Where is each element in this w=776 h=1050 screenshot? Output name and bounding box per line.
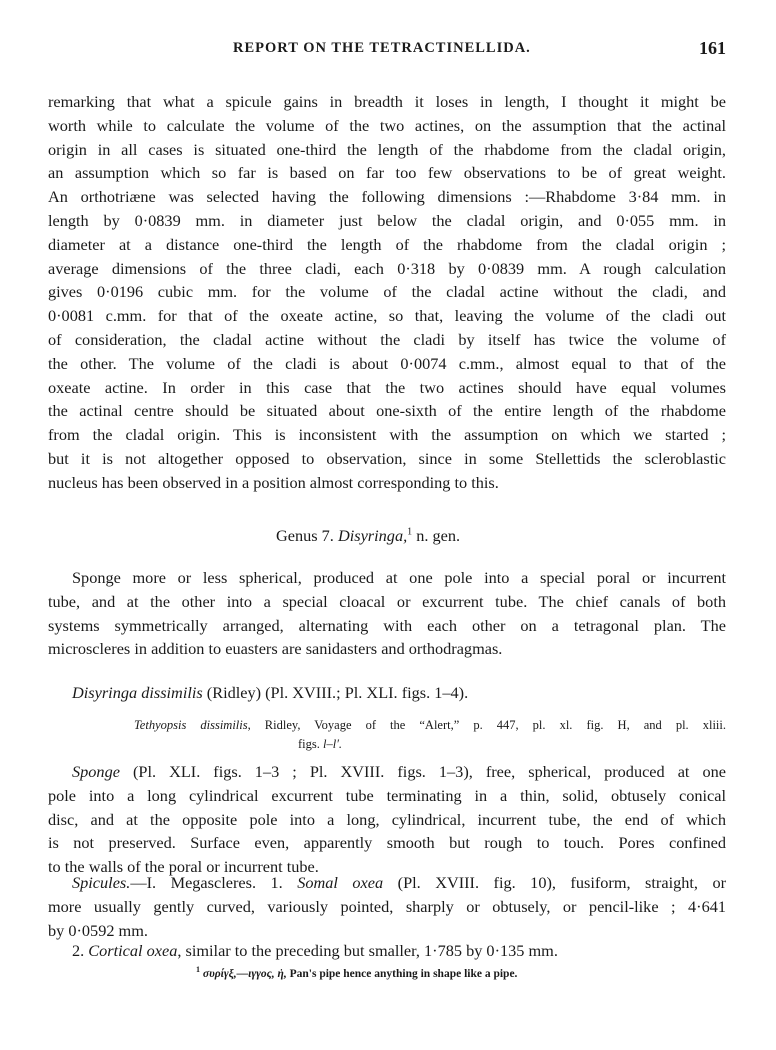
species-heading: [72, 683, 468, 703]
genus-heading: [276, 526, 460, 546]
text-line: to the walls of the poral or incurrent tube.: [48, 857, 319, 877]
running-title: REPORT ON THE TETRACTINELLIDA.: [233, 40, 531, 56]
text-line: of consideration, the cladal actine without the cladi by itself has twice the volume of: [48, 329, 726, 349]
synonym-figs: figs.: [298, 737, 323, 751]
text-line: worth while to calculate the volume of the two actines, on the assumption that the actinal: [48, 115, 726, 135]
species-name: Disyringa dissimilis: [72, 683, 203, 702]
paragraph-spicules: [48, 871, 726, 942]
genus-name: Disyringa,: [337, 526, 408, 545]
text-line: an assumption which so far is based on far too few observations to be of great weight.: [48, 163, 726, 183]
spicules-rest: (Pl. XVIII. fig. 10), fusiform, straight, or: [383, 873, 727, 892]
footnote-text: Pan's pipe hence anything in shape like a pipe.: [286, 967, 518, 980]
text-line: length by 0·0839 mm. in diameter just below the cladal origin, and 0·055 mm. in: [48, 210, 726, 230]
text-line: but it is not altogether opposed to observation, since in some Stellettids the scleroblastic: [48, 448, 726, 468]
footnote-mark: 1: [196, 965, 200, 974]
text-line: disc, and at the opposite pole into a long, cylindrical, incurrent tube, the end of which: [48, 809, 726, 829]
text-line: diameter at a distance one-third the length of the rhabdome from the cladal origin ;: [48, 234, 726, 254]
synonym-figs-italic: l–l′.: [323, 737, 343, 751]
genus-prefix: Genus 7.: [276, 526, 338, 545]
text-line: from the cladal origin. This is inconsistent with the assumption on which we started ;: [48, 425, 726, 445]
text-line: tube, and at the other into a special cloacal or excurrent tube. The chief canals of both: [48, 591, 726, 611]
text-line: average dimensions of the three cladi, each 0·318 by 0·0839 mm. A rough calculation: [48, 258, 726, 278]
footnote-greek: συρίγξ,—ιγγος, ἡ,: [200, 967, 287, 980]
sponge-line-rest: (Pl. XLI. figs. 1–3 ; Pl. XVIII. figs. 1–3), free, spherical, produced at one: [119, 762, 726, 781]
synonymy-reference: [134, 716, 726, 754]
cortical-rest: , similar to the preceding but smaller, 1·785 by 0·135 mm.: [177, 941, 558, 960]
genus-suffix: n. gen.: [412, 526, 461, 545]
cortical-number: 2.: [72, 941, 89, 960]
text-line: [48, 939, 726, 963]
synonym-citation: , Ridley, Voyage of the “Alert,” p. 447, pl. xl. fig. H, and pl. xliii.: [247, 718, 727, 732]
text-line: origin in all cases is situated one-third the length of the rhabdome from the cladal origin,: [48, 139, 726, 159]
synonymy-line: [134, 716, 726, 735]
synonymy-line: [134, 735, 726, 754]
text-line: 0·0081 c.mm. for that of the oxeate actine, so that, leaving the volume of the cladi out: [48, 306, 726, 326]
text-line: remarking that what a spicule gains in breadth it loses in length, I thought it might be: [48, 92, 726, 111]
cortical-oxea-label: Cortical oxea: [88, 941, 178, 960]
text-line: microscleres in addition to euasters are sanidasters and orthodragmas.: [48, 639, 503, 659]
paragraph-cortical-oxea: [48, 939, 726, 963]
text-line: [48, 871, 726, 895]
footnote-reference: 1: [407, 526, 413, 538]
somal-oxea-label: Somal oxea: [297, 873, 384, 892]
footnote: [196, 965, 517, 980]
text-line: An orthotriæne was selected having the following dimensions :—Rhabdome 3·84 mm. in: [48, 187, 726, 207]
text-line: the actinal centre should be situated about one-sixth of the entire length of the rhabdome: [48, 401, 726, 421]
paragraph-sponge: [48, 760, 726, 879]
spicules-label: Spicules.: [72, 873, 131, 892]
text-line: [48, 760, 726, 784]
text-line: more usually gently curved, variously pointed, sharply or obtusely, or pencil-like ; 4·641: [48, 896, 726, 916]
sponge-label: Sponge: [72, 762, 120, 781]
text-line: gives 0·0196 cubic mm. for the volume of the cladal actine without the cladi, and: [48, 282, 726, 302]
text-line: Sponge more or less spherical, produced at one pole into a special poral or incurrent: [72, 568, 726, 587]
text-line: systems symmetrically arranged, alternating with each other on a tetragonal plan. The: [48, 615, 726, 635]
text-line: the other. The volume of the cladi is about 0·0074 c.mm., almost equal to that of the: [48, 353, 726, 373]
paragraph-volume-calculation: [48, 90, 726, 495]
species-authority: (Ridley) (Pl. XVIII.; Pl. XLI. figs. 1–4).: [202, 683, 469, 702]
synonym-name: Tethyopsis dissimilis: [134, 718, 248, 732]
text-line: pole into a long cylindrical excurrent tube terminating in a thin, solid, obtusely conical: [48, 785, 726, 805]
text-line: oxeate actine. In order in this case that the two actines should have equal volumes: [48, 377, 726, 397]
spicules-mid: —I. Megascleres. 1.: [130, 873, 298, 892]
text-line: by 0·0592 mm.: [48, 920, 148, 940]
text-line: is not preserved. Surface even, apparently smooth but rough to touch. Pores confined: [48, 833, 726, 853]
page-number: 161: [699, 38, 726, 58]
paragraph-genus-description: [48, 566, 726, 661]
text-line: nucleus has been observed in a position almost corresponding to this.: [48, 472, 499, 492]
